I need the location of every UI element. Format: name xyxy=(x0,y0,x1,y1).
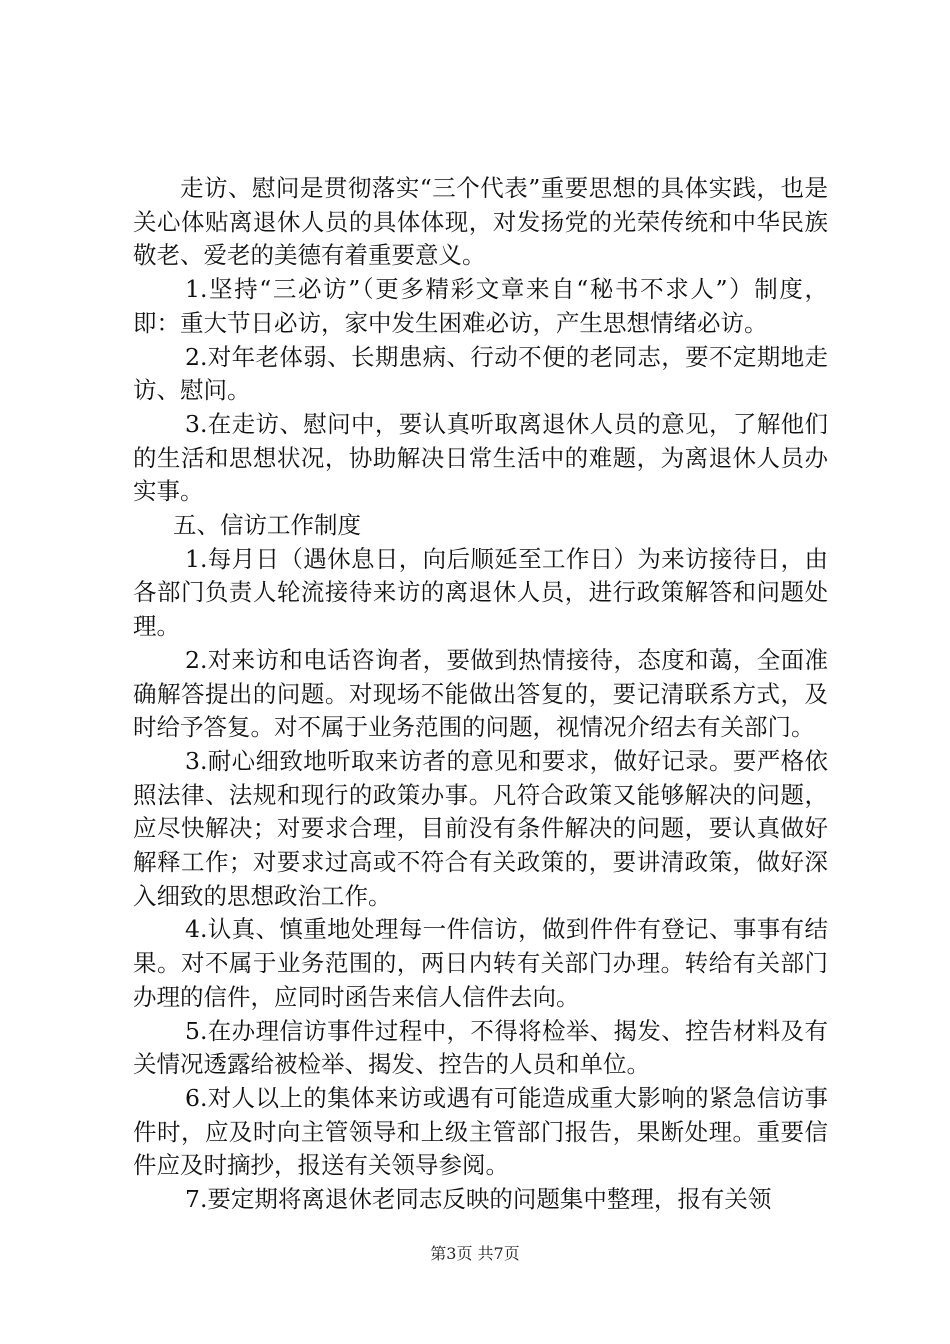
paragraph-item: 6.对人以上的集体来访或遇有可能造成重大影响的紧急信访事件时，应及时向主管领导和上级主管部门报告，果断处理。重要信件应及时摘抄，报送有关领导参阅。 xyxy=(133,1083,828,1180)
paragraph-item: 3.在走访、慰问中，要认真听取离退休人员的意见，了解他们的生活和思想状况，协助解决日常生活中的难题，为离退休人员办实事。 xyxy=(133,409,828,506)
paragraph-item: 5.在办理信访事件过程中，不得将检举、揭发、控告材料及有关情况透露给被检举、揭发、控告的人员和单位。 xyxy=(133,1016,828,1079)
paragraph-item: 3.耐心细致地听取来访者的意见和要求，做好记录。要严格依照法律、法规和现行的政策办事。凡符合政策又能够解决的问题，应尽快解决；对要求合理，目前没有条件解决的问题，要认真做好解释工作；对要求过高或不符合有关政策的，要讲清政策，做好深入细致的思想政治工作。 xyxy=(133,746,828,910)
section-heading: 五、信访工作制度 xyxy=(173,511,361,540)
paragraph-item: 4.认真、慎重地处理每一件信访，做到件件有登记、事事有结果。对不属于业务范围的，两日内转有关部门办理。转给有关部门办理的信件，应同时函告来信人信件去向。 xyxy=(133,915,828,1011)
page-footer: 第3页 共7页 xyxy=(430,1244,520,1263)
paragraph-item: 2.对年老体弱、长期患病、行动不便的老同志，要不定期地走访、慰问。 xyxy=(133,342,828,405)
paragraph-item: 2.对来访和电话咨询者，要做到热情接待，态度和蔼，全面准确解答提出的问题。对现场不能做出答复的，要记清联系方式，及时给予答复。对不属于业务范围的问题，视情况介绍去有关部门。 xyxy=(133,645,828,742)
paragraph-intro: 走访、慰问是贯彻落实“三个代表”重要思想的具体实践，也是关心体贴离退休人员的具体体现，对发扬党的光荣传统和中华民族敬老、爱老的美德有着重要意义。 xyxy=(133,174,828,270)
paragraph-item: 1.坚持“三必访”（更多精彩文章来自“秘书不求人”）制度，即：重大节日必访，家中发生困难必访，产生思想情绪必访。 xyxy=(133,275,828,337)
document-body xyxy=(133,172,828,1217)
paragraph-item: 7.要定期将离退休老同志反映的问题集中整理，报有关领 xyxy=(185,1185,772,1214)
paragraph-item: 1.每月日（遇休息日，向后顺延至工作日）为来访接待日，由各部门负责人轮流接待来访的离退休人员，进行政策解答和问题处理。 xyxy=(133,544,828,641)
